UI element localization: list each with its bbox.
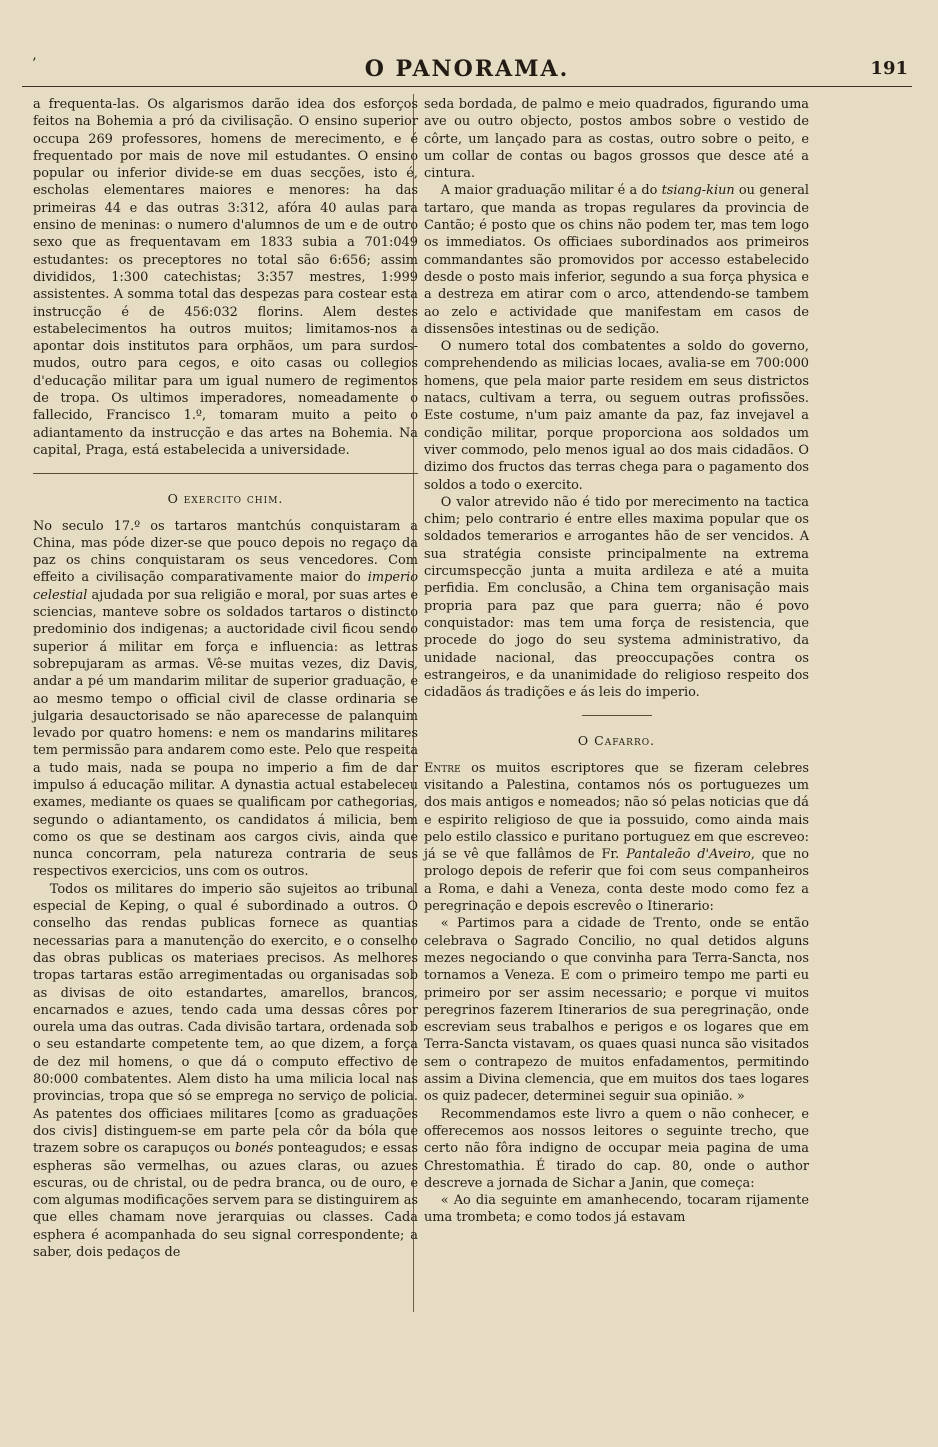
- article-heading-cafarro: O Cafarro.: [577, 733, 656, 749]
- article-paragraph: O numero total dos combatentes a soldo do governo, comprehendendo as milicias locaes, avalia-se em 700:000 homens, que pela maior parte residem em seus districtos natacs, cultivam a terra, ou seguem outras profissões. Este costume, n'um paiz amante da paz, faz invejavel a condição militar, porque proporciona aos soldados um viver commodo, pelo menos igual ao dos mais cidadãos. O dizimo dos fructos das terras chega para o pagamento dos soldos a todo o exercito.: [424, 339, 809, 493]
- article-paragraph: Todos os militares do imperio são sujeitos ao tribunal especial de Keping, o qual é subordinado a outros. O conselho das rendas publicas fornece as quantias necessarias para a manutenção do exercito, e o conselho das obras publicas os materiaes precisos. As melhores tropas tartaras estão arregimentadas ou organisadas sob as divisas de oito estandartes, amarellos, brancos, encarnados e azues, tendo cada uma dessas côres por ourela uma das outras. Cada divisão tartara, ordenada sob o seu estandarte competente tem, ao que dizem, a força de dez mil homens, o que dá o computo effectivo de 80:000 combatentes. Alem disto ha uma milicia local nas provincias, tropa que só se emprega no serviço de policia. As patentes dos officiaes militares [como as graduações dos civis] distinguem-se em parte pela côr da bóla que trazem sobre os carapuços ou bonés ponteagudos; e essas espheras são vermelhas, ou azues claras, ou azues escuras, ou de christal, ou de pedra branca, ou de ouro, e com algumas modificações servem para se distinguirem as que elles chamam nove jerarquias ou classes. Cada esphera é acompanhada do seu signal correspondente; a saber, dois pedaços de: [33, 881, 419, 1260]
- page-number: 191: [870, 58, 908, 79]
- article-paragraph: O valor atrevido não é tido por merecimento na tactica chim; pelo contrario é entre elles maxima popular que os soldados temerarios e arrogantes hão de ser vencidos. A sua stratégia consiste principalmente na extrema circumspecção junta a muita ardileza e até a muita perfidia. Em conclusão, a China tem organisação mais propria para paz que para guerra; não é povo conquistador: mas tem uma força de resistencia, que procede do jogo do seu systema administrativo, da unidade nacional, das preoccupações contra os estrangeiros, e da unanimidade do religioso respeito dos cidadãos ás tradições e ás leis do imperio.: [424, 494, 809, 701]
- article-paragraph: seda bordada, de palmo e meio quadrados, figurando uma ave ou outro objecto, postos ambos sobre o vestido de côrte, um lançado para as costas, outro sobre o peito, e um collar de contas ou bagos grossos que desce até a cintura.: [424, 97, 809, 182]
- right-column: [424, 96, 809, 1227]
- article-heading-exercito: O exercito chim.: [167, 491, 284, 507]
- margin-mark: ’: [32, 56, 37, 72]
- publication-title: O PANORAMA.: [364, 56, 570, 82]
- page-header: [22, 52, 912, 87]
- article-paragraph: Recommendamos este livro a quem o não conhecer, e offerecemos aos nossos leitores o seguinte trecho, que certo não fôra indigno de occupar meia pagina de uma Chrestomathia. É tirado do cap. 80, onde o author descreve a jornada de Sichar a Janin, que começa:: [424, 1106, 809, 1191]
- article-paragraph: Entre os muitos escriptores que se fizeram celebres visitando a Palestina, contamos nós os portuguezes um dos mais antigos e nomeados; não só pelas noticias que dá e espirito religioso de que ia possuido, como ainda mais pelo estilo classico e puritano portuguez em que escreveo: já se vê que fallâmos de Fr. Pantaleão d'Aveiro, que no prologo depois de referir que foi com seus companheiros a Roma, e dahi a Veneza, conta deste modo como fez a peregrinação e depois escrevêo o Itinerario:: [424, 760, 810, 915]
- quotation-paragraph: « Ao dia seguinte em amanhecendo, tocaram rijamente uma trombeta; e como todos já estavam: [424, 1193, 809, 1226]
- article-paragraph: No seculo 17.º os tartaros mantchús conquistaram a China, mas póde dizer-se que pouco depois no regaço da paz os chins conquistaram os seus vencedores. Com effeito a civilisação comparativamente maior do imperio celestial ajudada por sua religião e moral, por suas artes e sciencias, manteve sobre os soldados tartaros o distincto predominio dos indigenas; a auctoridade civil ficou sendo superior á militar em força e influencia: as lettras sobrepujaram as armas. Vê-se muitas vezes, diz Davis, andar a pé um mandarim militar de superior graduação, e ao mesmo tempo o official civil de classe ordinaria se julgaria desauctorisado se não aparecesse de palanquim levado por quatro homens: e nem os mandarins militares tem permissão para andarem como este. Pelo que respeita a tudo mais, nada se poupa no imperio a fim de dar impulso á educação militar. A dynastia actual estabeleceu exames, mediante os quaes se qualificam por cathegorias, segundo o adiantamento, os candidatos á milicia, bem como os que se destinam aos cargos civis, ainda que nunca concorram, pela natureza contraria de seus respectivos exercicios, uns com os outros.: [33, 518, 418, 880]
- article-paragraph: A maior graduação militar é a do tsiang-kiun ou general tartaro, que manda as tropas regulares da provincia de Cantão; é posto que os chins não podem ter, mas tem logo os immediatos. Os officiaes subordinados aos primeiros commandantes são promovidos por accesso estabelecido desde o posto mais inferior, segundo a sua força physica e a destreza em atirar com o arco, attendendo-se tambem ao zelo e actividade que manifestam em casos de dissensões intestinas ou de sedição.: [424, 183, 809, 337]
- left-column: [33, 96, 418, 1261]
- section-rule: [582, 715, 652, 716]
- section-rule: [33, 473, 418, 474]
- bohemia-paragraph: a frequenta-las. Os algarismos darão idea dos esforços feitos na Bohemia a pró da civilisação. O ensino superior occupa 269 professores, homens de merecimento, e é frequentado por mais de nove mil estudantes. O ensino popular ou inferior divide-se em duas secções, isto é, escholas elementares maiores e menores: ha das primeiras 44 e das outras 3:312, afóra 40 aulas para ensino de meninas: o numero d'alumnos de um e de outro sexo que as frequentavam em 1833 subia a 701:049 estudantes: os preceptores no total são 6:656; assim divididos, 1:300 catechistas; 3:357 mestres, 1:999 assistentes. A somma total das despezas para costear esta instrucção é de 456:032 florins. Alem destes estabelecimentos ha outros muitos; limitamos-nos a apontar dois institutos para orphãos, um para surdos-mudos, outro para cegos, e oito casas ou collegios d'educação militar para um igual numero de regimentos de tropa. Os ultimos imperadores, nomeadamente o fallecido, Francisco 1.º, tomaram muito a peito o adiantamento da instrucção e das artes na Bohemia. Na capital, Praga, está estabelecida a universidade.: [33, 97, 418, 458]
- quotation-paragraph: « Partimos para a cidade de Trento, onde se então celebrava o Sagrado Concilio, no qual detidos alguns mezes negociando o que convinha para Terra-Sancta, nos tornamos a Veneza. E com o primeiro tempo me parti eu primeiro por ser assim necessario; e porque vi muitos peregrinos fazerem Itinerarios de sua peregrinação, onde escreviam seus trabalhos e perigos e os logares que em Terra-Sancta vistavam, os quaes quasi nunca são visitados sem o contrapezo de muitos enfadamentos, permitindo assim a Divina clemencia, que em muitos dos taes logares os quiz padecer, determinei seguir sua opinião. »: [424, 916, 809, 1105]
